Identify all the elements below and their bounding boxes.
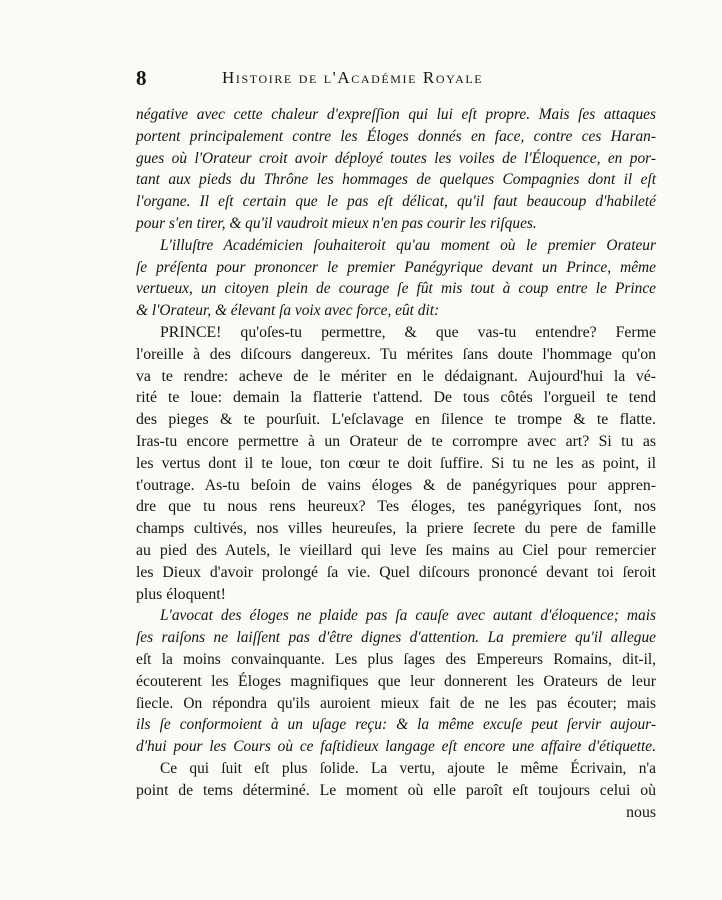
text-line: l'oreille à des diſcours dangereux. Tu mérites ſans doute l'hommage qu'on [136,345,656,363]
text-line: & l'Orateur, & élevant ſa voix avec force, eût dit: [136,302,440,320]
text-line: tant aux pieds du Thrône les hommages de quelques Compagnies dont il eſt [136,171,656,189]
text-line: portent principalement contre les Éloges donnés en face, contre ces Haran- [136,127,656,145]
text-line: pour s'en tirer, & qu'il vaudroit mieux n'en pas courir les riſques. [136,214,537,232]
text-line: écouterent les Éloges magnifiques que leur donnerent les Orateurs de leur [136,672,656,690]
catchword: nous [626,803,656,821]
text-line: les Dieux d'avoir prolongé ſa vie. Quel diſcours prononcé devant toi ſeroit [136,563,656,581]
text-line: ils ſe conformoient à un uſage reçu: & la même excuſe peut ſervir aujour- [136,716,656,734]
text-line: PRINCE! qu'oſes-tu permettre, & que vas-tu entendre? Ferme [160,323,656,341]
text-line: L'avocat des éloges ne plaide pas ſa cauſe avec autant d'éloquence; mais [160,607,656,625]
text-line: des pieges & te pourſuit. L'eſclavage en ſilence te trompe & te flatte. [136,411,656,429]
text-line: va te rendre: acheve de le mériter en le dédaignant. Aujourd'hui la vé- [136,367,656,385]
text-line: vertueux, un citoyen plein de courage ſe fût mis tout à coup entre le Prince [136,280,656,298]
text-line: ſiecle. On répondra qu'ils auroient mieux fait de ne les pas écouter; mais [136,694,656,712]
text-line: ſes raiſons ne laiſſent pas d'être dignes d'attention. La premiere qu'il allegue [136,629,656,647]
text-line: rité te loue: demain la flatterie t'attend. De tous côtés l'orgueil te tend [136,389,656,407]
text-line: les vertus dont il te loue, ton cœur te doit ſuffire. Si tu ne les as point, il [136,454,656,472]
page-header [136,66,656,90]
text-line: L'illuſtre Académicien ſouhaiteroit qu'au moment où le premier Orateur [160,236,656,254]
text-line: au pied des Autels, le vieillard qui leve ſes mains au Ciel pour remercier [136,541,656,559]
text-line: l'organe. Il eſt certain que le pas eſt délicat, qu'il faut beaucoup d'habileté [136,193,656,211]
text-line: Ce qui ſuit eſt plus ſolide. La vertu, ajoute le même Écrivain, n'a [160,759,656,777]
text-line: négative avec cette chaleur d'expreſſion qui lui eſt propre. Mais ſes attaques [136,106,656,123]
text-line: Iras-tu encore permettre à un Orateur de te corrompre avec art? Si tu as [136,432,656,450]
text-line: t'outrage. As-tu beſoin de vains éloges & de panégyriques pour appren- [136,476,656,494]
body-text [136,104,656,823]
text-line: champs cultivés, nos villes heureuſes, la priere ſecrete du pere de famille [136,520,656,538]
text-line: d'hui pour les Cours où ce faſtidieux langage eſt encore une affaire d'étiquette. [136,738,656,756]
page-number: 8 [136,66,147,90]
running-title: Histoire de l'Académie Royale [222,68,484,87]
text-line: dre que tu nous rens heureux? Tes éloges, tes panégyriques ſont, nos [136,498,656,516]
text-line: ſe préſenta pour prononcer le premier Panégyrique devant un Prince, même [136,258,656,276]
text-line: eſt la moins convainquante. Les plus ſages des Empereurs Romains, dit-il, [136,650,656,668]
text-line: plus éloquent! [136,585,226,603]
text-line: point de tems déterminé. Le moment où elle paroît eſt toujours celui où [136,781,656,799]
text-line: gues où l'Orateur croit avoir déployé toutes les voiles de l'Éloquence, en por- [136,149,656,167]
